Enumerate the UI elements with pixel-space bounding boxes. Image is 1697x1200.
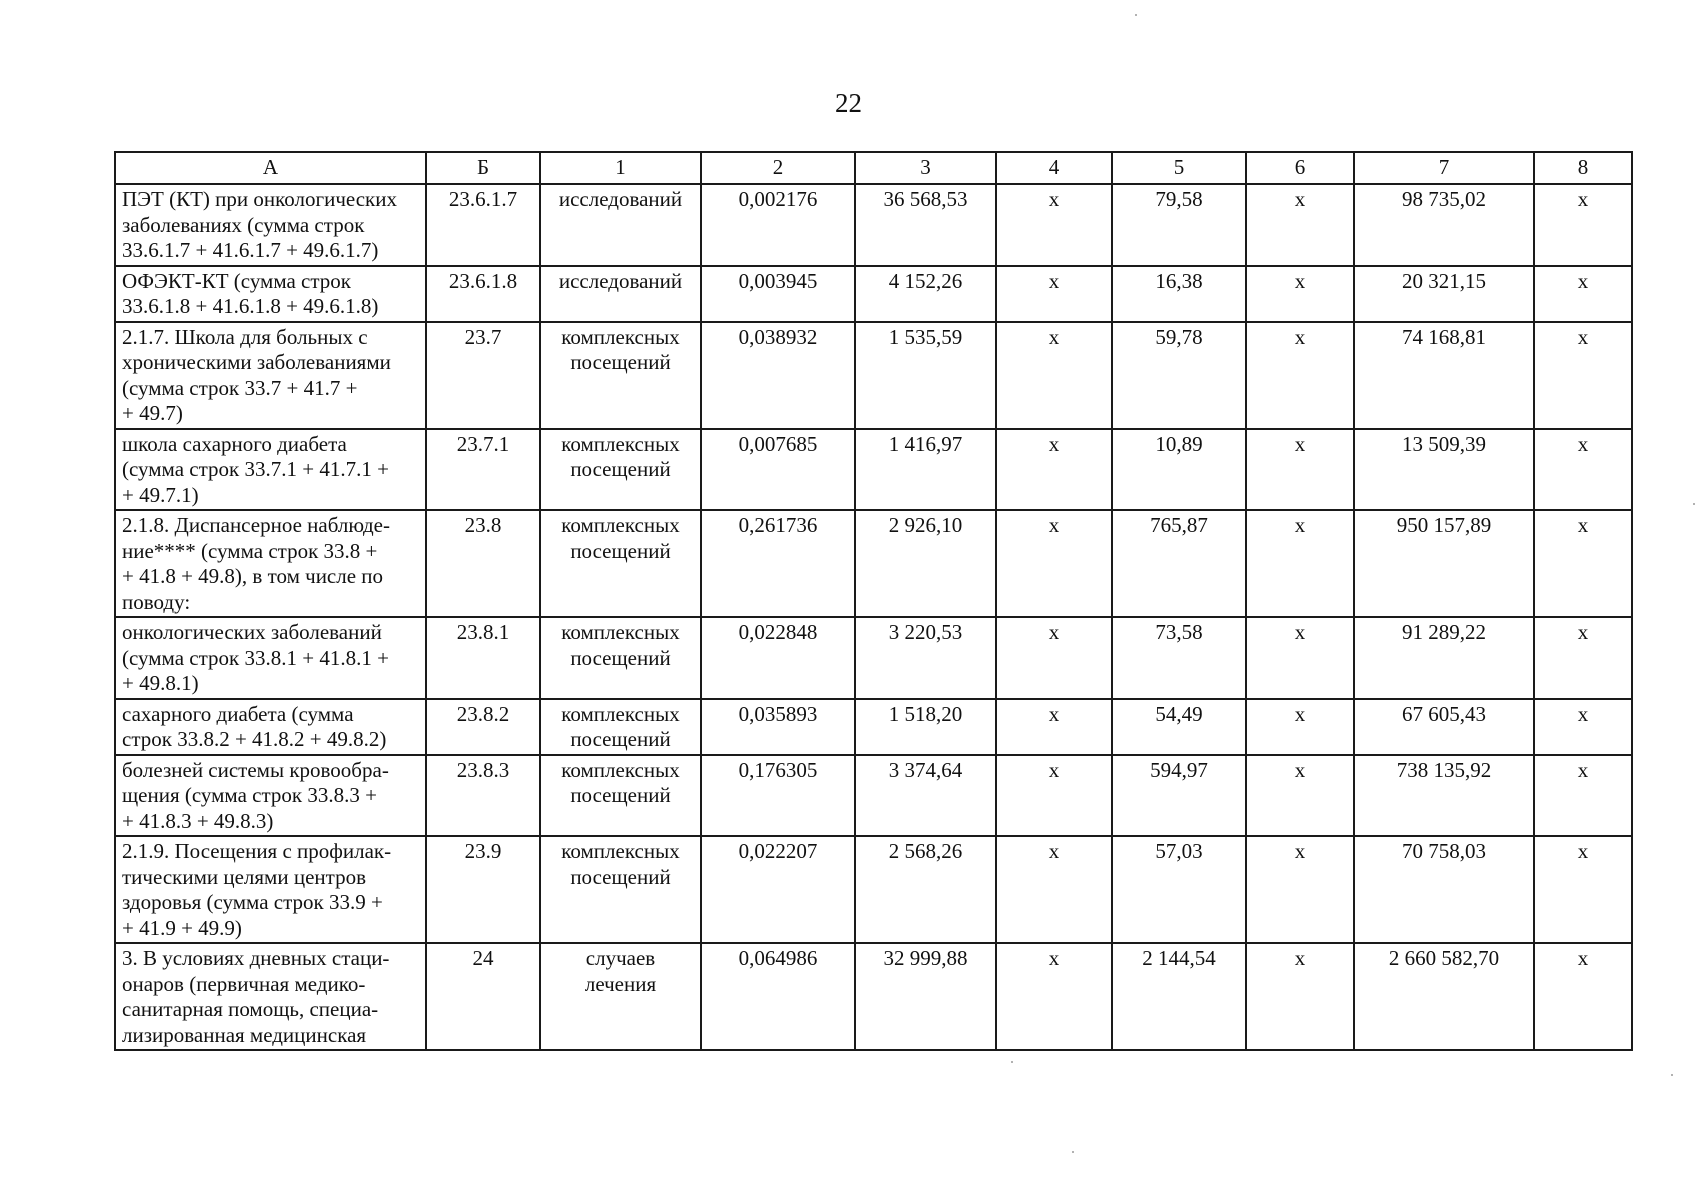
page-number: 22 [835, 88, 862, 118]
column-header-b: Б [426, 152, 540, 184]
row-col7-cell: 98 735,02 [1354, 184, 1534, 266]
column-header-3: 3 [855, 152, 996, 184]
row-col6-cell: х [1246, 617, 1354, 699]
row-col3-cell: 4 152,26 [855, 266, 996, 322]
row-name-cell [115, 617, 426, 699]
row-col6-cell: х [1246, 836, 1354, 943]
row-col4-cell: х [996, 699, 1112, 755]
row-unit-cell [540, 836, 701, 943]
data-table [114, 151, 1633, 1051]
row-col6-cell: х [1246, 322, 1354, 429]
row-col2-cell: 0,038932 [701, 322, 855, 429]
row-unit-cell [540, 266, 701, 322]
table-row [115, 184, 1632, 266]
row-col7-cell: 91 289,22 [1354, 617, 1534, 699]
row-name-line: + 49.7.1) [122, 482, 199, 507]
table-row [115, 699, 1632, 755]
row-name-line: онкологических заболеваний [122, 620, 382, 644]
row-col4-cell: х [996, 617, 1112, 699]
row-name-line: заболеваниях (сумма строк [122, 212, 365, 237]
row-col5-cell: 594,97 [1112, 755, 1246, 837]
row-unit-line: комплексных [561, 431, 680, 456]
row-col2-cell: 0,064986 [701, 943, 855, 1050]
row-col8-cell: х [1534, 429, 1632, 511]
row-unit-line: комплексных [561, 324, 680, 349]
column-header-8: 8 [1534, 152, 1632, 184]
row-col8-cell: х [1534, 755, 1632, 837]
table-header-row [115, 152, 1632, 184]
row-name-line: (сумма строк 33.7.1 + 41.7.1 + [122, 457, 389, 481]
row-unit-cell [540, 429, 701, 511]
row-col6-cell: х [1246, 510, 1354, 617]
row-col2-cell: 0,176305 [701, 755, 855, 837]
scan-speck [1011, 1061, 1013, 1063]
row-name-line: 33.6.1.7 + 41.6.1.7 + 49.6.1.7) [122, 238, 379, 262]
row-unit-line: комплексных [561, 757, 680, 782]
row-col7-cell: 74 168,81 [1354, 322, 1534, 429]
row-col3-cell: 2 926,10 [855, 510, 996, 617]
row-name-line: 33.6.1.8 + 41.6.1.8 + 49.6.1.8) [122, 294, 379, 318]
row-unit-cell [540, 184, 701, 266]
row-unit-cell [540, 943, 701, 1050]
row-col4-cell: х [996, 510, 1112, 617]
row-col5-cell: 57,03 [1112, 836, 1246, 943]
table-body [115, 184, 1632, 1050]
row-unit-line: исследований [558, 187, 683, 211]
row-name-line: + 49.8.1) [122, 671, 199, 695]
row-name-line: ОФЭКТ-КТ (сумма строк [122, 268, 352, 293]
table-row [115, 429, 1632, 511]
column-header-6: 6 [1246, 152, 1354, 184]
row-col3-cell: 2 568,26 [855, 836, 996, 943]
row-col7-cell: 13 509,39 [1354, 429, 1534, 511]
row-name-line: онаров (первичная медико- [122, 971, 366, 996]
row-code-cell: 23.8.1 [426, 617, 540, 699]
row-col8-cell: х [1534, 699, 1632, 755]
row-unit-line: комплексных [561, 620, 680, 644]
row-name-cell [115, 184, 426, 266]
row-col4-cell: х [996, 943, 1112, 1050]
row-col7-cell: 67 605,43 [1354, 699, 1534, 755]
row-col6-cell: х [1246, 699, 1354, 755]
table-row [115, 510, 1632, 617]
column-header-7: 7 [1354, 152, 1534, 184]
row-col4-cell: х [996, 429, 1112, 511]
row-name-line: ние**** (сумма строк 33.8 + [122, 538, 378, 563]
row-name-cell [115, 699, 426, 755]
column-header-5: 5 [1112, 152, 1246, 184]
scan-speck [1693, 503, 1695, 505]
row-unit-line: комплексных [561, 701, 680, 726]
row-col8-cell: х [1534, 836, 1632, 943]
row-name-line: + 41.8.3 + 49.8.3) [122, 808, 274, 833]
row-unit-line: посещений [570, 350, 671, 374]
row-unit-line: посещений [570, 864, 671, 889]
row-code-cell: 23.6.1.7 [426, 184, 540, 266]
row-name-cell [115, 266, 426, 322]
row-col8-cell: х [1534, 266, 1632, 322]
row-code-cell: 23.8.3 [426, 755, 540, 837]
row-col5-cell: 54,49 [1112, 699, 1246, 755]
column-header-a: А [115, 152, 426, 184]
row-col5-cell: 2 144,54 [1112, 943, 1246, 1050]
row-col8-cell: х [1534, 943, 1632, 1050]
row-name-line: тическими целями центров [122, 864, 366, 889]
row-code-cell: 23.7 [426, 322, 540, 429]
row-name-line: лизированная медицинская [122, 1022, 367, 1047]
row-col6-cell: х [1246, 429, 1354, 511]
row-col7-cell: 2 660 582,70 [1354, 943, 1534, 1050]
row-unit-line: посещений [570, 727, 671, 751]
row-name-line: поводу: [122, 589, 191, 614]
row-unit-cell [540, 699, 701, 755]
row-col7-cell: 20 321,15 [1354, 266, 1534, 322]
row-unit-cell [540, 510, 701, 617]
scan-speck [1671, 1074, 1673, 1076]
row-col2-cell: 0,007685 [701, 429, 855, 511]
row-unit-line: посещений [570, 645, 671, 670]
row-code-cell: 23.8.2 [426, 699, 540, 755]
scan-speck [1072, 1151, 1074, 1153]
table-row [115, 836, 1632, 943]
row-name-line: 2.1.7. Школа для больных с [122, 324, 368, 349]
row-name-line: щения (сумма строк 33.8.3 + [122, 783, 377, 807]
row-col3-cell: 1 416,97 [855, 429, 996, 511]
row-col5-cell: 16,38 [1112, 266, 1246, 322]
row-code-cell: 24 [426, 943, 540, 1050]
row-name-line: здоровья (сумма строк 33.9 + [122, 890, 383, 914]
row-unit-line: посещений [570, 783, 671, 807]
row-name-line: + 41.9 + 49.9) [122, 915, 242, 940]
row-name-line: (сумма строк 33.8.1 + 41.8.1 + [122, 645, 389, 670]
row-col5-cell: 10,89 [1112, 429, 1246, 511]
row-name-line: 2.1.9. Посещения с профилак- [122, 839, 392, 863]
row-name-line: хроническими заболеваниями [122, 350, 391, 374]
row-col4-cell: х [996, 184, 1112, 266]
row-unit-line: лечения [584, 971, 657, 996]
row-unit-cell [540, 322, 701, 429]
row-unit-line: посещений [570, 457, 671, 481]
row-col8-cell: х [1534, 617, 1632, 699]
row-name-cell [115, 510, 426, 617]
row-col3-cell: 3 374,64 [855, 755, 996, 837]
column-header-1: 1 [540, 152, 701, 184]
row-col3-cell: 1 535,59 [855, 322, 996, 429]
row-name-cell [115, 429, 426, 511]
row-name-line: ПЭТ (КТ) при онкологических [122, 187, 397, 211]
row-col7-cell: 950 157,89 [1354, 510, 1534, 617]
column-header-4: 4 [996, 152, 1112, 184]
row-col3-cell: 3 220,53 [855, 617, 996, 699]
row-unit-line: случаев [585, 946, 656, 970]
row-col2-cell: 0,022207 [701, 836, 855, 943]
row-code-cell: 23.8 [426, 510, 540, 617]
row-col4-cell: х [996, 266, 1112, 322]
row-unit-line: комплексных [561, 839, 680, 863]
row-col2-cell: 0,002176 [701, 184, 855, 266]
row-name-cell [115, 755, 426, 837]
row-col4-cell: х [996, 755, 1112, 837]
row-col4-cell: х [996, 322, 1112, 429]
row-name-cell [115, 943, 426, 1050]
row-unit-line: исследований [558, 268, 683, 293]
row-col3-cell: 32 999,88 [855, 943, 996, 1050]
row-name-line: 3. В условиях дневных стаци- [122, 946, 390, 970]
row-name-cell [115, 322, 426, 429]
scan-speck [1135, 14, 1137, 16]
row-name-cell [115, 836, 426, 943]
row-name-line: + 41.8 + 49.8), в том числе по [122, 564, 384, 588]
row-col3-cell: 1 518,20 [855, 699, 996, 755]
row-unit-cell [540, 755, 701, 837]
row-col5-cell: 79,58 [1112, 184, 1246, 266]
row-col6-cell: х [1246, 266, 1354, 322]
row-col7-cell: 738 135,92 [1354, 755, 1534, 837]
table-row [115, 617, 1632, 699]
row-col3-cell: 36 568,53 [855, 184, 996, 266]
row-col5-cell: 765,87 [1112, 510, 1246, 617]
row-col2-cell: 0,003945 [701, 266, 855, 322]
row-name-line: + 49.7) [122, 401, 183, 425]
row-col8-cell: х [1534, 322, 1632, 429]
row-name-line: школа сахарного диабета [122, 431, 347, 456]
row-name-line: санитарная помощь, специа- [122, 997, 379, 1021]
column-header-2: 2 [701, 152, 855, 184]
row-code-cell: 23.7.1 [426, 429, 540, 511]
row-unit-cell [540, 617, 701, 699]
row-col8-cell: х [1534, 510, 1632, 617]
row-col2-cell: 0,022848 [701, 617, 855, 699]
row-col2-cell: 0,261736 [701, 510, 855, 617]
row-name-line: (сумма строк 33.7 + 41.7 + [122, 375, 358, 400]
table-row [115, 322, 1632, 429]
row-col7-cell: 70 758,03 [1354, 836, 1534, 943]
row-code-cell: 23.9 [426, 836, 540, 943]
row-name-line: 2.1.8. Диспансерное наблюде- [122, 513, 390, 537]
row-col4-cell: х [996, 836, 1112, 943]
row-unit-line: комплексных [561, 513, 680, 537]
row-col6-cell: х [1246, 184, 1354, 266]
table-row [115, 943, 1632, 1050]
table-row [115, 266, 1632, 322]
row-col8-cell: х [1534, 184, 1632, 266]
row-col6-cell: х [1246, 755, 1354, 837]
row-name-line: болезней системы кровообра- [122, 757, 389, 782]
row-col2-cell: 0,035893 [701, 699, 855, 755]
row-col6-cell: х [1246, 943, 1354, 1050]
row-unit-line: посещений [570, 538, 671, 563]
row-col5-cell: 73,58 [1112, 617, 1246, 699]
row-col5-cell: 59,78 [1112, 322, 1246, 429]
row-code-cell: 23.6.1.8 [426, 266, 540, 322]
row-name-line: строк 33.8.2 + 41.8.2 + 49.8.2) [122, 727, 387, 751]
row-name-line: сахарного диабета (сумма [122, 701, 354, 726]
table-row [115, 755, 1632, 837]
